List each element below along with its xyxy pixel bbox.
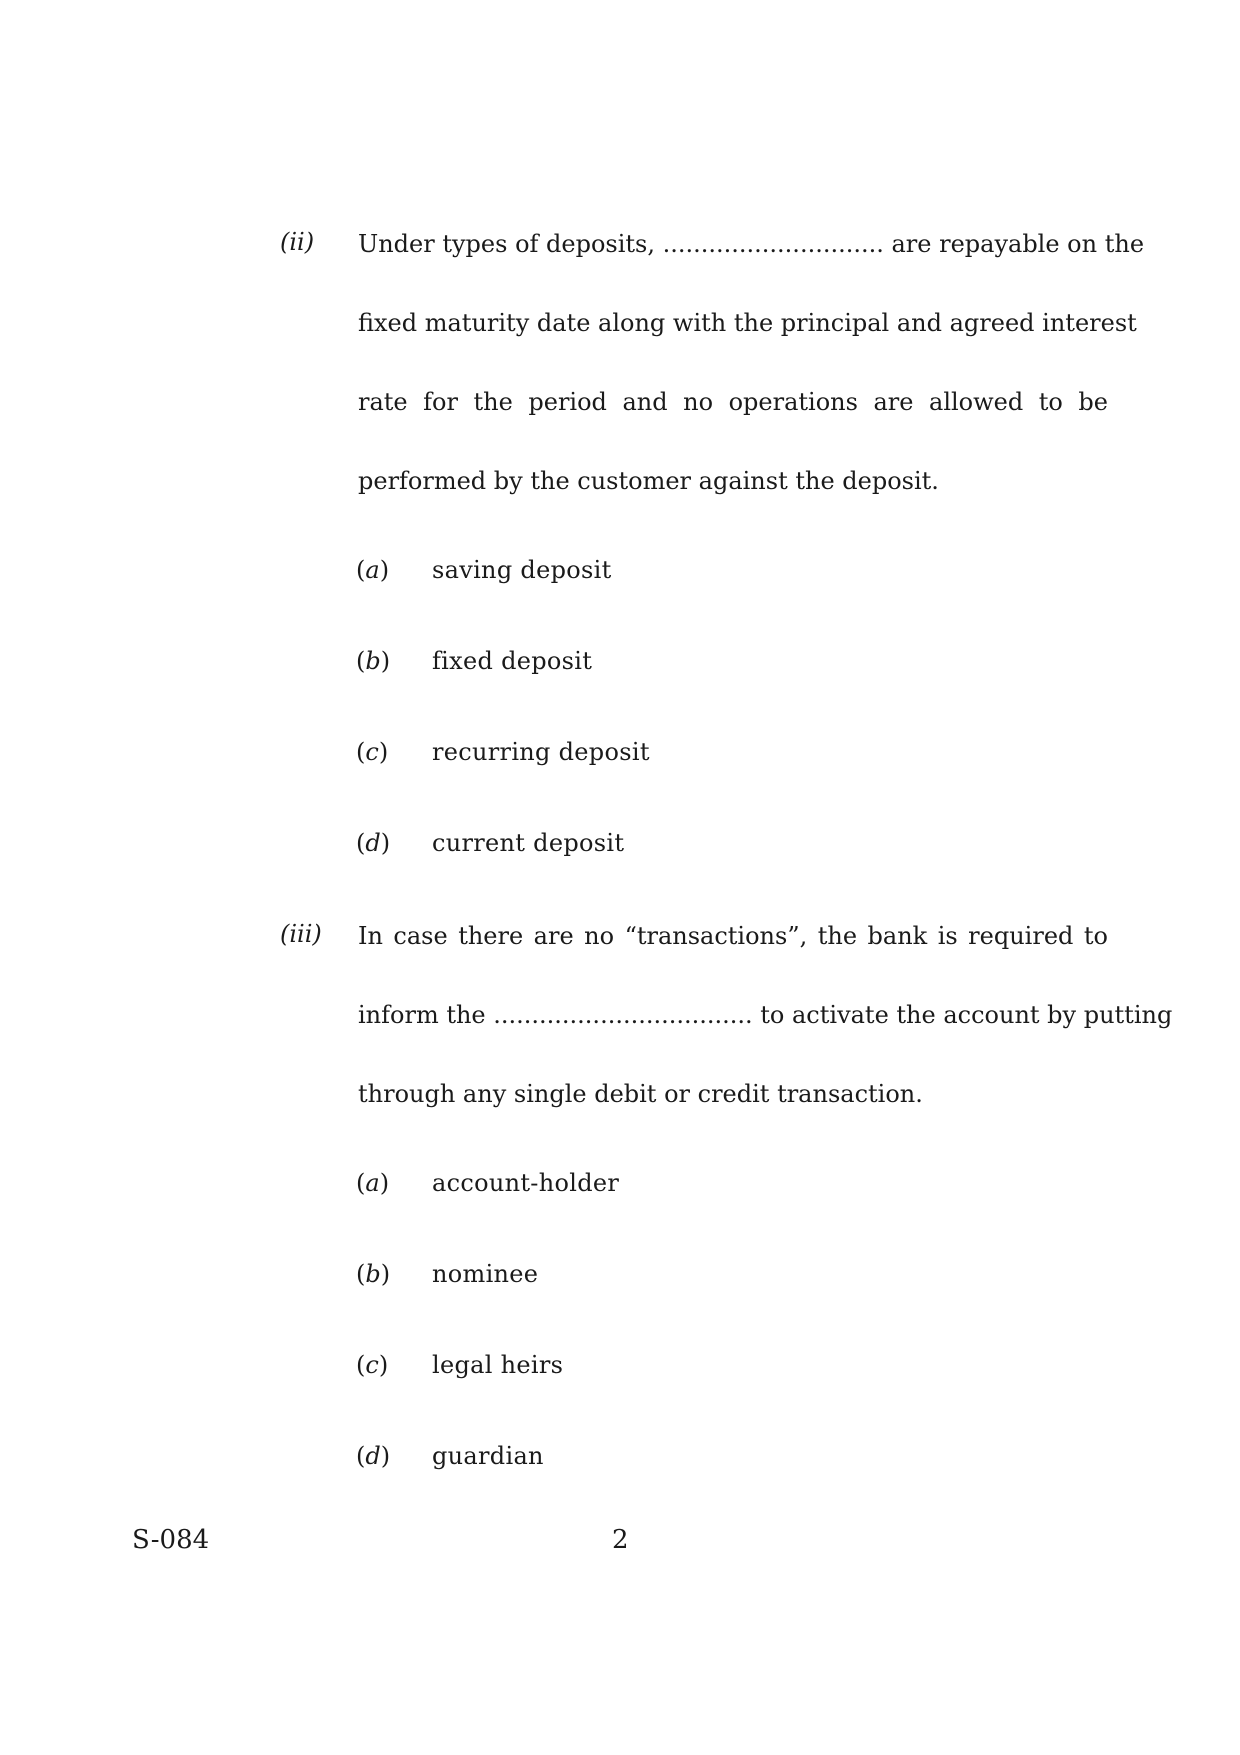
question-text-line: In case there are no “transactions”, the bank is required to — [358, 922, 1108, 950]
option-label: (a) — [356, 1169, 390, 1197]
option-text: saving deposit — [432, 556, 612, 584]
option-text: nominee — [432, 1260, 539, 1288]
paper-code: S-084 — [132, 1525, 210, 1555]
option-text: recurring deposit — [432, 738, 650, 766]
option-label: (a) — [356, 556, 390, 584]
option-label: (c) — [356, 1351, 389, 1379]
option-text: current deposit — [432, 829, 625, 857]
question-number: (ii) — [280, 228, 315, 256]
page-number: 2 — [612, 1525, 629, 1555]
question-text-line: through any single debit or credit transaction. — [358, 1080, 923, 1108]
option-label: (d) — [356, 829, 391, 857]
option-label: (c) — [356, 738, 389, 766]
option-text: guardian — [432, 1442, 544, 1470]
option-label: (b) — [356, 647, 391, 675]
option-text: fixed deposit — [432, 647, 593, 675]
question-number: (iii) — [280, 920, 322, 948]
question-text-line: fixed maturity date along with the principal and agreed interest — [358, 309, 1137, 337]
question-text-line: performed by the customer against the deposit. — [358, 467, 939, 495]
option-label: (d) — [356, 1442, 391, 1470]
option-text: account-holder — [432, 1169, 620, 1197]
question-text-line: inform the .................................. to activate the account by putting — [358, 1001, 1173, 1029]
option-label: (b) — [356, 1260, 391, 1288]
question-text-line: rate for the period and no operations are allowed to be — [358, 388, 1108, 416]
option-text: legal heirs — [432, 1351, 564, 1379]
question-text-line: Under types of deposits, ............................. are repayable on the — [358, 230, 1145, 258]
